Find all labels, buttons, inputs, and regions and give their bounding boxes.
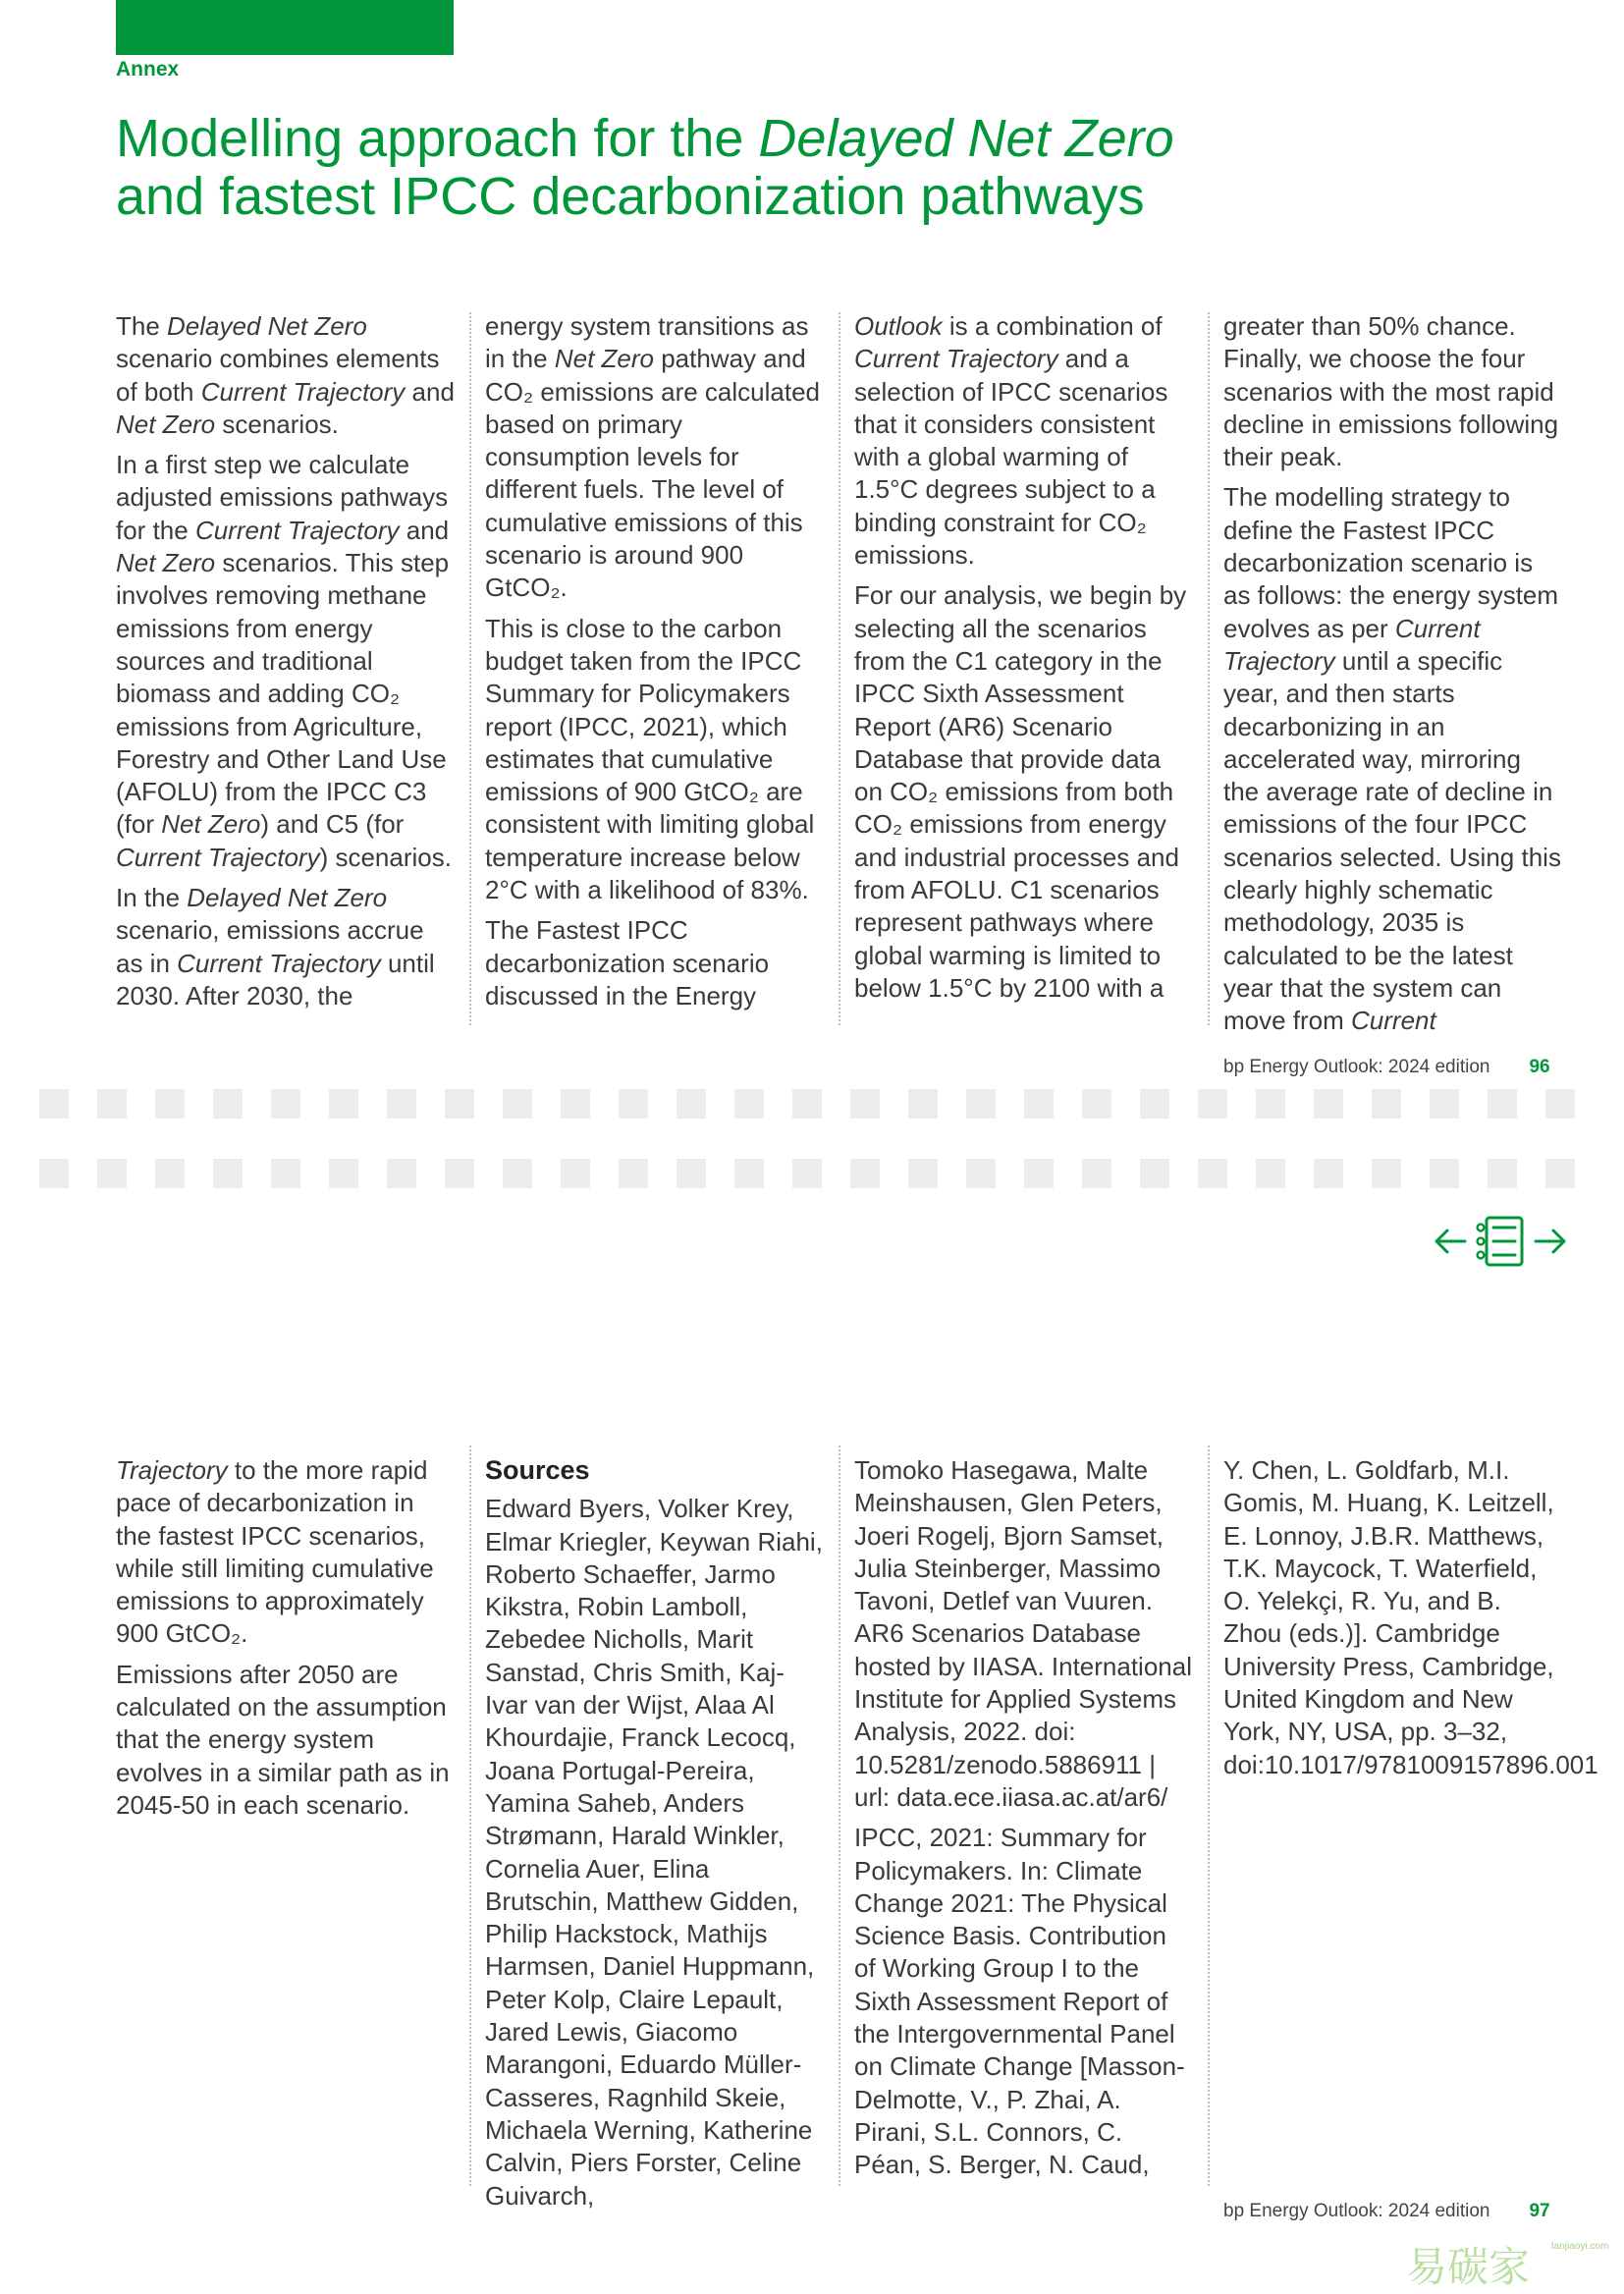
column-divider (839, 312, 840, 1025)
section-label: Annex (116, 58, 180, 81)
p97-column-1 (116, 1454, 455, 1830)
header-accent-bar (116, 0, 454, 55)
page-number: 96 (1529, 1057, 1550, 1077)
column-divider (839, 1446, 840, 2186)
page-separator-row (39, 1089, 1586, 1119)
page-navigation (1432, 1212, 1569, 1271)
paragraph: The Delayed Net Zero scenario combines elements of both Current Trajectory and Net Zero scenarios. (116, 311, 455, 439)
column-divider (469, 1446, 471, 2186)
paragraph: The modelling strategy to define the Fastest IPCC decarbonization scenario is as follows: the energy system evolves as per Current Trajectory until a specific year, and then starts decarbonizing in an accelerated way, mirroring the average rate of decline in emissions of the four IPCC scenarios selected. Using this clearly highly schematic methodology, 2035 is calculated to be the latest year that the system can move from Current (1223, 482, 1561, 1036)
footer-publication: bp Energy Outlook: 2024 edition (1223, 1057, 1490, 1077)
sources-heading: Sources (485, 1455, 590, 1485)
p97-column-3 (854, 1454, 1193, 2190)
paragraph: Y. Chen, L. Goldfarb, M.I. Gomis, M. Huang, K. Leitzell, E. Lonnoy, J.B.R. Matthews, T.K. Maycock, T. Waterfield, O. Yelekçi, R. Yu, and B. Zhou (eds.)]. Cambridge University Press, Cambridge, United Kingdom and New York, NY, USA, pp. 3–32, doi:10.1017/9781009157896.001 (1223, 1455, 1598, 1779)
paragraph: Trajectory to the more rapid pace of decarbonization in the fastest IPCC scenarios, while still limiting cumulative emissions to approximately 900 GtCO₂. (116, 1455, 434, 1649)
column-divider (469, 312, 471, 1025)
p97-column-4 (1223, 1454, 1598, 1789)
paragraph: Outlook is a combination of Current Trajectory and a selection of IPCC scenarios that it considers consistent with a global warming of 1.5°C degrees subject to a binding constraint for CO₂ emissions. (854, 311, 1168, 571)
paragraph: IPCC, 2021: Summary for Policymakers. In: Climate Change 2021: The Physical Science Basis. Contribution of Working Group I to the Sixth Assessment Report of the Intergovernmental Panel on Climate Change [Masson-Delmotte, V., P. Zhai, A. Pirani, S.L. Connors, C. Péan, S. Berger, N. Caud, (854, 1823, 1185, 2180)
paragraph: Edward Byers, Volker Krey, Elmar Kriegler, Keywan Riahi, Roberto Schaeffer, Jarmo Kikstra, Robin Lamboll, Zebedee Nicholls, Marit Sanstad, Chris Smith, Kaj-Ivar van der Wijst, Alaa Al Khourdajie, Franck Lecocq, Joana Portugal-Pereira, Yamina Saheb, Anders Strømann, Harald Winkler, Cornelia Auer, Elina Brutschin, Matthew Gidden, Philip Hackstock, Mathijs Harmsen, Daniel Huppmann, Peter Kolp, Claire Lepault, Jared Lewis, Giacomo Marangoni, Eduardo Müller-Casseres, Ragnhild Skeie, Michaela Werning, Katherine Calvin, Piers Forster, Celine Guivarch, (485, 1494, 823, 2211)
page-separator-row (39, 1159, 1586, 1188)
page-footer-97 (1223, 2201, 1550, 2222)
page-footer-96 (1223, 1057, 1550, 1078)
paragraph: For our analysis, we begin by selecting all the scenarios from the C1 category in the IPCC Sixth Assessment Report (AR6) Scenario Database that provide data on CO₂ emissions from both CO₂ emissions from energy and industrial processes and from AFOLU. C1 scenarios represent pathways where global warming is limited to below 1.5°C by 2100 with a (854, 580, 1187, 1003)
paragraph: Emissions after 2050 are calculated on the assumption that the energy system evolves in a similar path as in 2045-50 in each scenario. (116, 1659, 450, 1820)
watermark-url: tanjiaoyi.com (1551, 2241, 1609, 2252)
page-number: 97 (1529, 2201, 1550, 2221)
footer-publication: bp Energy Outlook: 2024 edition (1223, 2201, 1490, 2221)
p96-column-1 (116, 310, 455, 1020)
paragraph: This is close to the carbon budget taken from the IPCC Summary for Policymakers report (IPCC, 2021), which estimates that cumulative emissions of 900 GtCO₂ are consistent with limiting global temperature increase below 2°C with a likelihood of 83%. (485, 613, 815, 905)
paragraph: In a first step we calculate adjusted emissions pathways for the Current Trajectory and Net Zero scenarios. This step involves removing methane emissions from energy sources and traditional biomass and adding CO₂ emissions from Agriculture, Forestry and Other Land Use (AFOLU) from the IPCC C3 (for Net Zero) and C5 (for Current Trajectory) scenarios. (116, 450, 452, 872)
p96-column-3 (854, 310, 1193, 1012)
p96-column-4 (1223, 310, 1562, 1046)
p97-column-2 (485, 1454, 824, 2220)
paragraph: The Fastest IPCC decarbonization scenario discussed in the Energy (485, 915, 770, 1010)
column-divider (1208, 312, 1210, 1025)
page-title: Modelling approach for the Delayed Net Zero and fastest IPCC decarbonization pathways (116, 109, 1174, 226)
arrow-right-icon[interactable] (1530, 1212, 1569, 1271)
column-divider (1208, 1446, 1210, 2186)
paragraph: In the Delayed Net Zero scenario, emissions accrue as in Current Trajectory until 2030. After 2030, the (116, 883, 435, 1010)
paragraph: Tomoko Hasegawa, Malte Meinshausen, Glen Peters, Joeri Rogelj, Bjorn Samset, Julia Steinberger, Massimo Tavoni, Detlef van Vuuren. AR6 Scenarios Database hosted by IIASA. International Institute for Applied Systems Analysis, 2022. doi: 10.5281/zenodo.5886911 | url: data.ece.iiasa.ac.at/ar6/ (854, 1455, 1192, 1812)
paragraph: greater than 50% chance. Finally, we choose the four scenarios with the most rapid decline in emissions following their peak. (1223, 311, 1559, 472)
p96-column-2 (485, 310, 824, 1020)
arrow-left-icon[interactable] (1432, 1212, 1471, 1271)
contents-list-icon[interactable] (1473, 1212, 1528, 1271)
watermark-logo-text: 易碳家 (1406, 2243, 1531, 2291)
watermark (1406, 2235, 1612, 2289)
paragraph: energy system transitions as in the Net Zero pathway and CO₂ emissions are calculated based on primary consumption levels for different fuels. The level of cumulative emissions of this scenario is around 900 GtCO₂. (485, 311, 821, 603)
